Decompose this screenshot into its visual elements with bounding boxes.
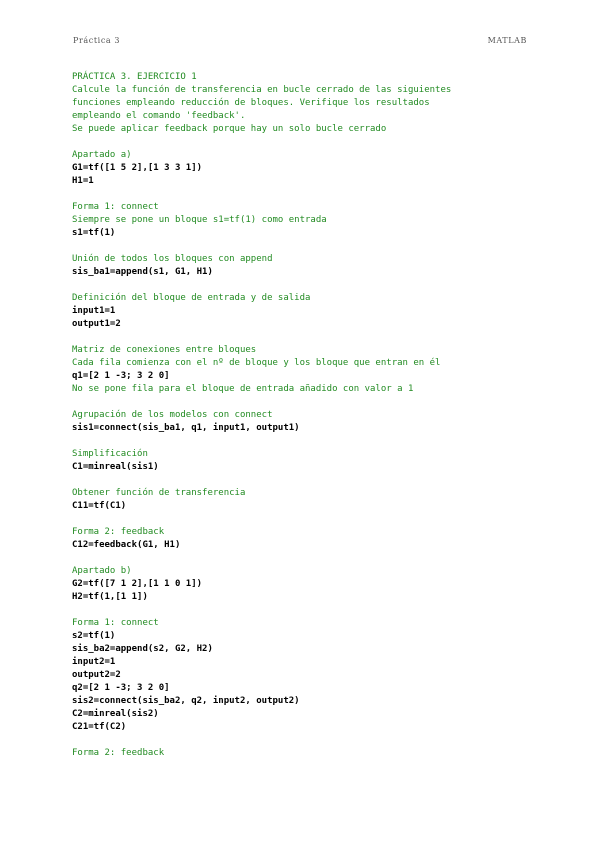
code-line: input2=1 bbox=[72, 657, 116, 667]
code-line: G2=tf([7 1 2],[1 1 0 1]) bbox=[72, 579, 203, 589]
comment-line: Calcule la función de transferencia en bucle cerrado de las siguientes bbox=[72, 85, 452, 95]
code-line: C1=minreal(sis1) bbox=[72, 462, 159, 472]
code-line: C2=minreal(sis2) bbox=[72, 709, 159, 719]
comment-line: Forma 2: feedback bbox=[72, 748, 165, 758]
blank-line bbox=[72, 396, 542, 409]
blank-line bbox=[72, 604, 542, 617]
code-line: input1=1 bbox=[72, 306, 116, 316]
code-line: q1=[2 1 -3; 3 2 0] bbox=[72, 371, 170, 381]
blank-line bbox=[72, 136, 542, 149]
comment-line: funciones empleando reducción de bloques. Verifique los resultados bbox=[72, 98, 430, 108]
comment-line: Cada fila comienza con el nº de bloque y los bloque que entran en él bbox=[72, 358, 441, 368]
code-line: q2=[2 1 -3; 3 2 0] bbox=[72, 683, 170, 693]
blank-line bbox=[72, 734, 542, 747]
comment-line: Matriz de conexiones entre bloques bbox=[72, 345, 257, 355]
header-title: Práctica 3 bbox=[73, 36, 121, 45]
comment-line: Unión de todos los bloques con append bbox=[72, 254, 273, 264]
blank-line bbox=[72, 331, 542, 344]
comment-line: Forma 1: connect bbox=[72, 202, 159, 212]
comment-line: Apartado a) bbox=[72, 150, 132, 160]
comment-line: Forma 1: connect bbox=[72, 618, 159, 628]
comment-line: Se puede aplicar feedback porque hay un solo bucle cerrado bbox=[72, 124, 387, 134]
code-line: output1=2 bbox=[72, 319, 121, 329]
comment-line: No se pone fila para el bloque de entrada añadido con valor a 1 bbox=[72, 384, 414, 394]
header-app-name: MATLAB bbox=[487, 36, 527, 45]
comment-line: Definición del bloque de entrada y de salida bbox=[72, 293, 311, 303]
comment-line: Apartado b) bbox=[72, 566, 132, 576]
comment-line: Siempre se pone un bloque s1=tf(1) como entrada bbox=[72, 215, 327, 225]
comment-line: Simplificación bbox=[72, 449, 148, 459]
code-line: C12=feedback(G1, H1) bbox=[72, 540, 181, 550]
code-line: sis_ba1=append(s1, G1, H1) bbox=[72, 267, 213, 277]
document-body bbox=[72, 71, 542, 760]
code-line: H1=1 bbox=[72, 176, 94, 186]
code-line: output2=2 bbox=[72, 670, 121, 680]
code-line: G1=tf([1 5 2],[1 3 3 1]) bbox=[72, 163, 203, 173]
code-line: C21=tf(C2) bbox=[72, 722, 127, 732]
comment-line: PRÁCTICA 3. EJERCICIO 1 bbox=[72, 72, 197, 82]
code-line: s2=tf(1) bbox=[72, 631, 116, 641]
code-line: sis2=connect(sis_ba2, q2, input2, output2) bbox=[72, 696, 300, 706]
code-line: sis_ba2=append(s2, G2, H2) bbox=[72, 644, 213, 654]
comment-line: empleando el comando 'feedback'. bbox=[72, 111, 246, 121]
page-header bbox=[73, 36, 527, 50]
blank-line bbox=[72, 552, 542, 565]
blank-line bbox=[72, 188, 542, 201]
code-line: sis1=connect(sis_ba1, q1, input1, output1) bbox=[72, 423, 300, 433]
comment-line: Agrupación de los modelos con connect bbox=[72, 410, 273, 420]
blank-line bbox=[72, 513, 542, 526]
code-line: H2=tf(1,[1 1]) bbox=[72, 592, 148, 602]
code-line: C11=tf(C1) bbox=[72, 501, 127, 511]
comment-line: Forma 2: feedback bbox=[72, 527, 165, 537]
blank-line bbox=[72, 279, 542, 292]
blank-line bbox=[72, 474, 542, 487]
code-line: s1=tf(1) bbox=[72, 228, 116, 238]
blank-line bbox=[72, 240, 542, 253]
comment-line: Obtener función de transferencia bbox=[72, 488, 246, 498]
blank-line bbox=[72, 435, 542, 448]
